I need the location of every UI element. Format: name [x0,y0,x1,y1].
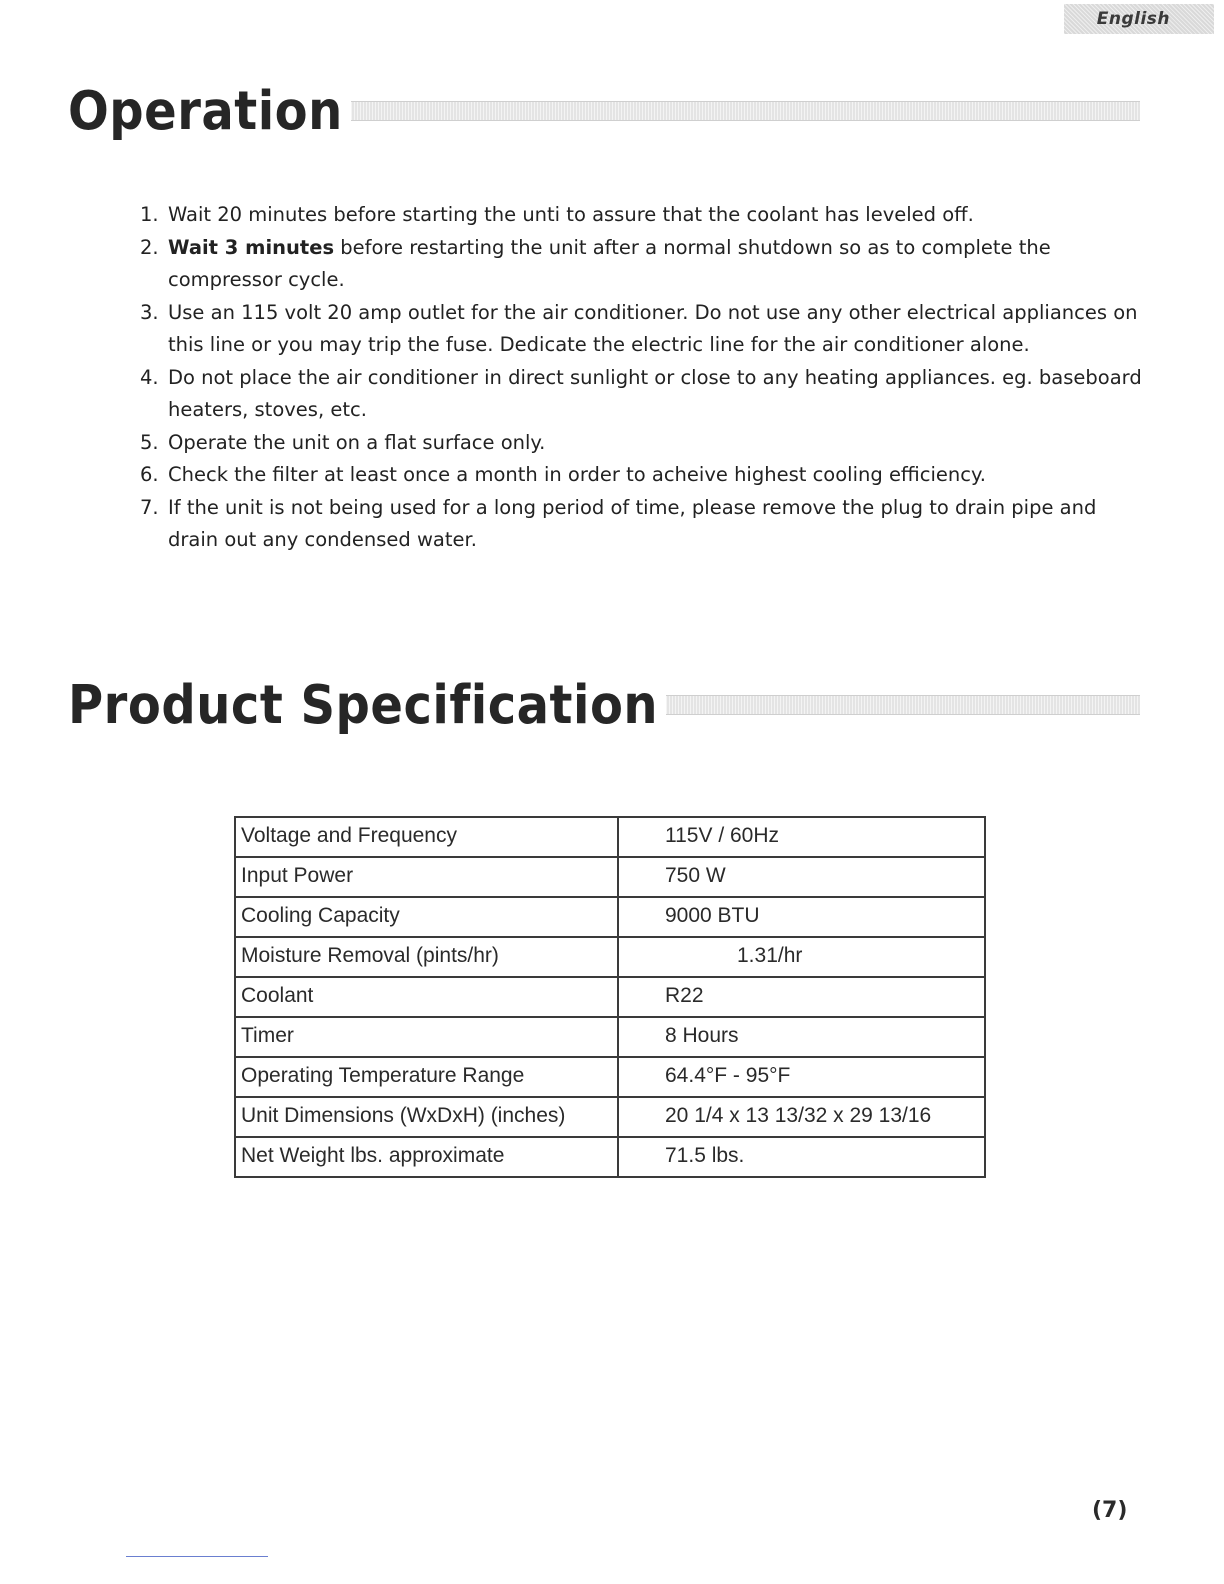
list-item-number: 4. [140,365,159,389]
spec-value: 1.31/hr [618,937,985,977]
list-item [140,297,1150,362]
list-item [140,232,1150,297]
spec-label: Moisture Removal (pints/hr) [235,937,618,977]
spec-value: 9000 BTU [618,897,985,937]
list-item [140,492,1150,557]
emphasis-text: Wait 3 minutes [168,235,335,259]
list-item-text: Check the filter at least once a month in order to acheive highest cooling efficiency. [168,463,986,486]
list-item [140,199,1150,232]
page-number: (7) [1092,1498,1128,1523]
spec-label: Coolant [235,977,618,1017]
spec-value: R22 [618,977,985,1017]
spec-label: Cooling Capacity [235,897,618,937]
spec-label: Unit Dimensions (WxDxH) (inches) [235,1097,618,1137]
list-item-text: Do not place the air conditioner in direct sunlight or close to any heating appliances. eg. baseboard heaters, stoves, etc. [168,365,1142,421]
spec-label: Voltage and Frequency [235,817,618,857]
list-item-number: 1. [140,203,159,226]
list-item-text: Operate the unit on a flat surface only. [168,430,546,454]
table-row [235,817,985,857]
spec-value: 64.4°F - 95°F [618,1057,985,1097]
spec-value: 71.5 lbs. [618,1137,985,1177]
list-item-number: 7. [140,495,159,519]
language-tab-label: English [1096,9,1170,29]
spec-value: 115V / 60Hz [618,817,985,857]
operation-heading [68,79,1140,143]
operation-title: Operation [68,79,343,143]
list-item-number: 2. [140,235,159,259]
operation-heading-rule [351,101,1140,121]
list-item-number: 3. [140,300,159,324]
list-item-text: If the unit is not being used for a long period of time, please remove the plug to drain pipe and drain out any condensed water. [168,495,1097,551]
spec-heading-rule [666,695,1140,715]
table-row [235,897,985,937]
spec-label: Timer [235,1017,618,1057]
table-row [235,857,985,897]
spec-value: 8 Hours [618,1017,985,1057]
list-item-number: 5. [140,430,159,454]
language-tab [1064,4,1214,34]
spec-title: Product Specification [68,673,659,737]
footer-divider [126,1556,268,1557]
list-item-text: Wait 20 minutes before starting the unti to assure that the coolant has leveled off. [168,203,974,226]
list-item [140,362,1150,427]
table-row [235,937,985,977]
spec-label: Input Power [235,857,618,897]
spec-value: 20 1/4 x 13 13/32 x 29 13/16 [618,1097,985,1137]
list-item-text: Wait 3 minutes before restarting the unit after a normal shutdown so as to complete the compressor cycle. [168,235,1051,291]
table-row [235,1017,985,1057]
operation-list [140,199,1150,557]
list-item-text: Use an 115 volt 20 amp outlet for the air conditioner. Do not use any other electrical appliances on this line or you may trip the fuse. Dedicate the electric line for the air conditioner alone. [168,300,1138,356]
spec-heading [68,673,1140,737]
list-item-number: 6. [140,463,159,486]
spec-table [234,816,986,1178]
table-row [235,977,985,1017]
list-item [140,427,1150,460]
spec-label: Net Weight lbs. approximate [235,1137,618,1177]
table-row [235,1137,985,1177]
list-item [140,459,1150,492]
spec-value: 750 W [618,857,985,897]
table-row [235,1097,985,1137]
spec-label: Operating Temperature Range [235,1057,618,1097]
table-row [235,1057,985,1097]
